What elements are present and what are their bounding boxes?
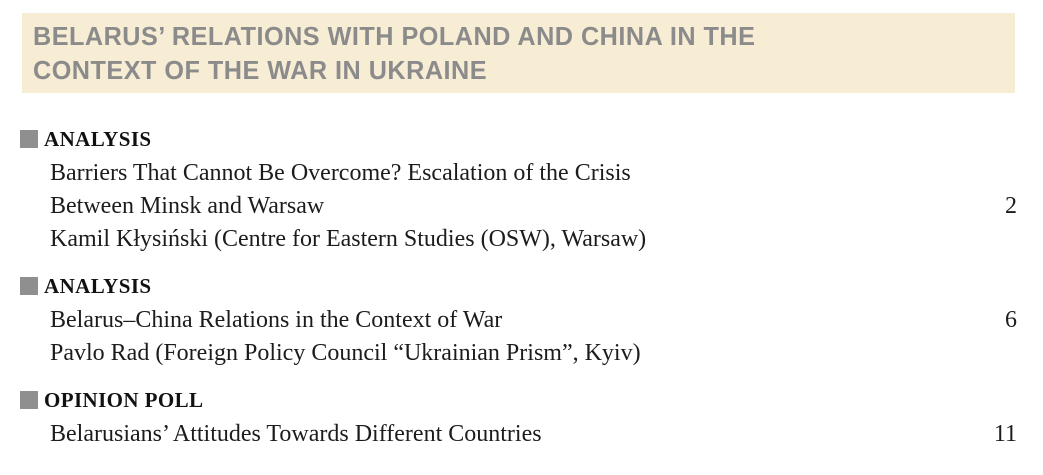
banner-title-line-2: CONTEXT OF THE WAR IN UKRAINE bbox=[33, 55, 488, 85]
entry-author: Pavlo Rad (Foreign Policy Council “Ukrainian Prism”, Kyiv) bbox=[50, 340, 641, 366]
entry-title-line: Belarus–China Relations in the Context of War bbox=[50, 307, 503, 333]
entry-body bbox=[50, 418, 1017, 451]
entry-page-number: 2 bbox=[1005, 193, 1017, 219]
toc-entry-analysis-1 bbox=[20, 128, 1017, 256]
entry-title-line: Barriers That Cannot Be Overcome? Escalation of the Crisis bbox=[50, 160, 631, 186]
banner-title-line-1: BELARUS’ RELATIONS WITH POLAND AND CHINA IN THE bbox=[33, 21, 756, 51]
toc-entry-opinion-poll bbox=[20, 389, 1017, 451]
entry-body bbox=[50, 157, 1017, 256]
entry-title-page-row bbox=[50, 190, 1017, 223]
entry-title-page-row bbox=[50, 418, 1017, 451]
entry-title-page-row bbox=[50, 304, 1017, 337]
entry-author: Kamil Kłysiński (Centre for Eastern Studies (OSW), Warsaw) bbox=[50, 226, 647, 252]
section-heading-row bbox=[20, 128, 1017, 150]
section-category: ANALYSIS bbox=[44, 127, 152, 151]
section-heading-row bbox=[20, 389, 1017, 411]
entry-page-number: 6 bbox=[1005, 307, 1017, 333]
section-bullet-icon bbox=[20, 391, 38, 409]
section-category: OPINION POLL bbox=[44, 388, 204, 412]
section-bullet-icon bbox=[20, 130, 38, 148]
entry-page-number: 11 bbox=[993, 421, 1017, 447]
entry-body bbox=[50, 304, 1017, 370]
section-category: ANALYSIS bbox=[44, 274, 152, 298]
entry-title-line: Between Minsk and Warsaw bbox=[50, 193, 325, 219]
title-banner bbox=[22, 13, 1015, 93]
section-heading-row bbox=[20, 275, 1017, 297]
toc-entry-analysis-2 bbox=[20, 275, 1017, 370]
section-bullet-icon bbox=[20, 277, 38, 295]
entry-title-line: Belarusians’ Attitudes Towards Different Countries bbox=[50, 421, 542, 447]
table-of-contents bbox=[20, 128, 1017, 451]
